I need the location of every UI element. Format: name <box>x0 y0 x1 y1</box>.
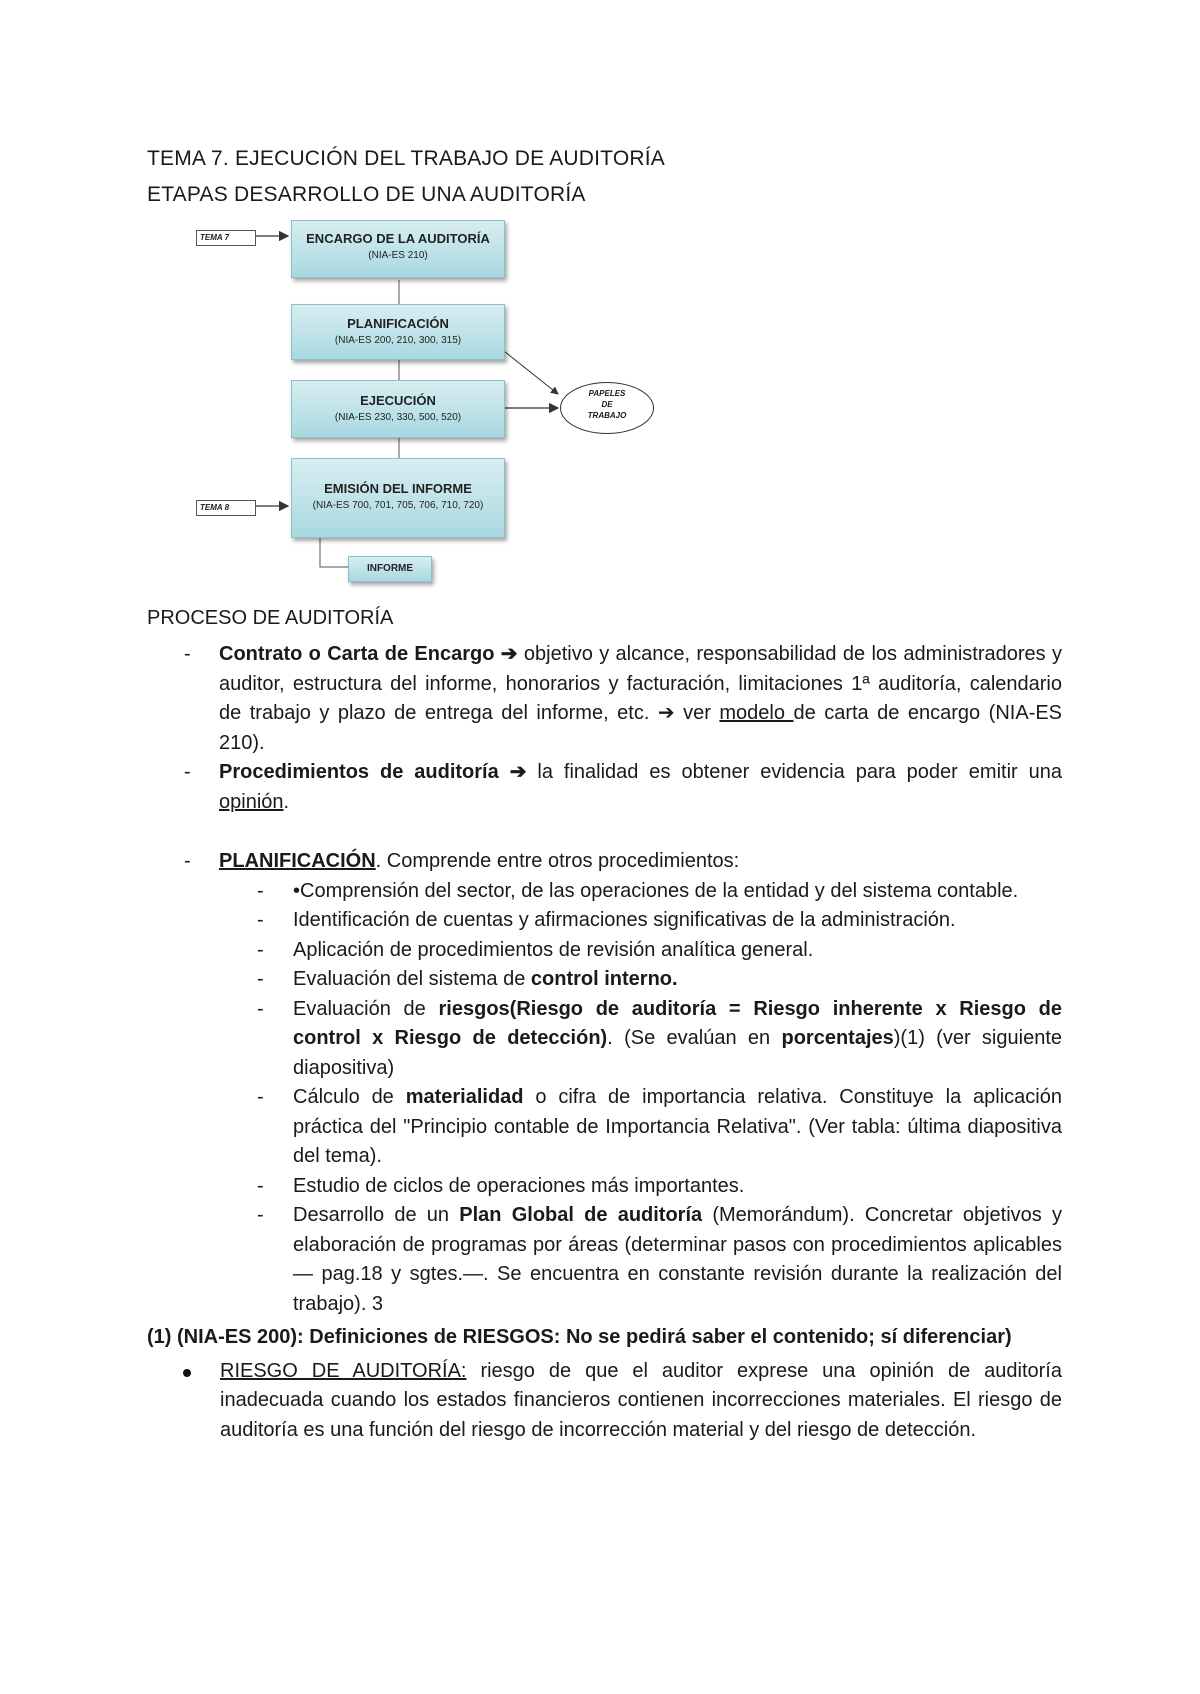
dash-bullet: - <box>257 1174 264 1197</box>
page-subtitle: ETAPAS DESARROLLO DE UNA AUDITORÍA <box>147 183 586 206</box>
stage-title: ENCARGO DE LA AUDITORÍA <box>306 231 490 246</box>
papeles-de-trabajo-oval <box>560 382 654 434</box>
stage-nia: (NIA-ES 200, 210, 300, 315) <box>334 335 462 346</box>
informe-box: INFORME <box>348 556 432 582</box>
modelo-link[interactable]: modelo <box>719 702 794 724</box>
dash-bullet: - <box>184 643 191 665</box>
sub-item <box>147 1083 1062 1172</box>
dash-bullet: - <box>257 909 264 931</box>
sub-item-text: Evaluación de <box>293 997 439 1020</box>
sub-item-bold: riesgos(Riesgo de auditoría = Riesgo inherente x Riesgo de control x Riesgo de detección) <box>293 997 1063 1049</box>
sub-item-text: Cálculo de <box>293 1086 406 1108</box>
riesgos-note: (1) (NIA-ES 200): Definiciones de RIESGOS: No se pedirá saber el contenido; sí diferenciar) <box>147 1326 1012 1348</box>
dash-bullet: - <box>257 938 264 961</box>
planificacion-label: PLANIFICACIÓN <box>219 850 376 872</box>
riesgo-label: RIESGO DE AUDITORÍA: <box>220 1359 467 1382</box>
oval-line: TRABAJO <box>587 411 627 420</box>
opinion-link[interactable]: opinión <box>219 790 284 813</box>
oval-line: DE <box>601 400 613 409</box>
procedimientos-label: Procedimientos de auditoría ➔ <box>219 761 527 783</box>
sub-item <box>147 995 1062 1084</box>
list-item-contrato <box>147 640 1062 758</box>
list-item-procedimientos <box>147 758 1062 817</box>
sub-item-text: Aplicación de procedimientos de revisión analítica general. <box>293 938 814 961</box>
list-item-planificacion <box>147 847 1062 877</box>
sub-item-text: (Memorándum). Concretar objetivos y elaboración de programas por áreas (determinar pasos con procedimientos aplicables — pag.18 y sgtes.—. Se encuentra en constante revisión durante la realización del trabajo). 3 <box>293 1204 1062 1315</box>
sub-item-text: Estudio de ciclos de operaciones más importantes. <box>293 1174 745 1197</box>
dash-bullet: - <box>257 968 264 990</box>
dash-bullet: - <box>184 761 191 783</box>
sub-item-text: Identificación de cuentas y afirmaciones significativas de la administración. <box>293 909 956 931</box>
stage-ejecucion <box>291 380 505 438</box>
sub-item-text: . (Se evalúan en <box>607 1027 782 1049</box>
sub-item-bold: porcentajes <box>781 1027 894 1049</box>
stage-planificacion <box>291 304 505 360</box>
sub-item-text: •Comprensión del sector, de las operaciones de la entidad y del sistema contable. <box>293 879 1019 902</box>
stage-title: EMISIÓN DEL INFORME <box>324 481 472 496</box>
sub-item <box>147 1201 1062 1319</box>
tema8-tag: TEMA 8 <box>196 500 256 516</box>
bullet-dot <box>183 1369 191 1377</box>
tema7-tag: TEMA 7 <box>196 230 256 246</box>
dash-bullet: - <box>257 997 264 1020</box>
stage-nia: (NIA-ES 230, 330, 500, 520) <box>334 412 462 423</box>
sub-item <box>147 965 1062 995</box>
stage-encargo <box>291 220 505 278</box>
dash-bullet: - <box>184 850 191 872</box>
procedimientos-text: la finalidad es obtener evidencia para poder emitir una <box>526 761 1062 783</box>
contrato-text: objetivo y alcance, responsabilidad de los administradores y auditor, estructura del informe, honorarios y facturación, limitaciones 1ª auditoría, calendario de trabajo y plazo de entrega del informe, etc. ➔ ver <box>219 643 1063 724</box>
stage-title: PLANIFICACIÓN <box>347 316 449 331</box>
sub-item-text: Evaluación del sistema de <box>293 968 531 990</box>
sub-item <box>147 877 1062 907</box>
sub-item-bold: control interno. <box>530 968 678 990</box>
dash-bullet: - <box>257 1086 264 1108</box>
procedimientos-tail: . <box>283 790 290 813</box>
sub-item-text: Desarrollo de un <box>293 1204 460 1226</box>
contrato-tail: de carta de encargo (NIA-ES 210). <box>219 702 1063 754</box>
stage-nia: (NIA-ES 210) <box>368 250 428 261</box>
section-heading: PROCESO DE AUDITORÍA <box>147 607 394 629</box>
bullet-riesgo-auditoria <box>147 1357 1062 1446</box>
contrato-label: Contrato o Carta de Encargo ➔ <box>219 643 518 665</box>
sub-item-bold: materialidad <box>405 1086 524 1108</box>
page-title: TEMA 7. EJECUCIÓN DEL TRABAJO DE AUDITORÍA <box>147 147 665 170</box>
sub-item <box>147 1172 1062 1202</box>
sub-item-text: o cifra de importancia relativa. Constituye la aplicación práctica del "Principio contable de Importancia Relativa". (Ver tabla: última diapositiva del tema). <box>293 1086 1062 1167</box>
sub-item <box>147 906 1062 936</box>
riesgo-text: riesgo de que el auditor exprese una opinión de auditoría inadecuada cuando los estados financieros contienen incorrecciones materiales. El riesgo de auditoría es una función del riesgo de incorrección material y del riesgo de detección. <box>220 1359 1062 1441</box>
planificacion-text: . Comprende entre otros procedimientos: <box>375 850 740 872</box>
sub-item-text: )(1) (ver siguiente diapositiva) <box>293 1027 1062 1079</box>
oval-line: PAPELES <box>588 389 626 398</box>
audit-stages-diagram <box>190 214 660 594</box>
dash-bullet: - <box>257 1204 264 1226</box>
sub-item-bold: Plan Global de auditoría <box>459 1204 703 1226</box>
proceso-list <box>147 640 1062 1445</box>
stage-nia: (NIA-ES 700, 701, 705, 706, 710, 720) <box>312 500 484 511</box>
stage-title: EJECUCIÓN <box>360 393 436 408</box>
sub-item <box>147 936 1062 966</box>
stage-emision <box>291 458 505 538</box>
dash-bullet: - <box>257 879 264 902</box>
